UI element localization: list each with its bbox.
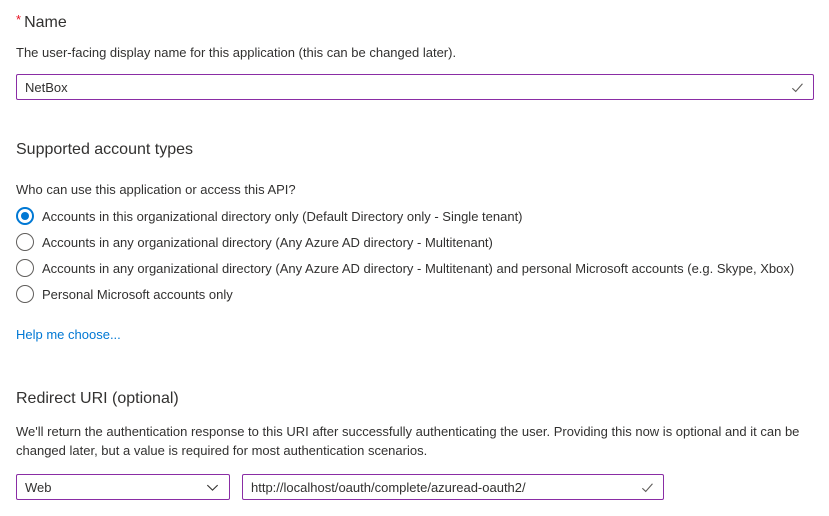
required-asterisk: * (16, 12, 22, 27)
account-types-radio-group (16, 203, 794, 307)
radio-multitenant-personal[interactable] (16, 255, 794, 281)
radio-button-icon (16, 285, 34, 303)
platform-select[interactable] (16, 474, 230, 500)
radio-multitenant[interactable] (16, 229, 794, 255)
radio-button-icon (16, 207, 34, 225)
account-types-section-title: Supported account types (16, 141, 194, 158)
platform-select-value: Web (25, 479, 52, 495)
check-icon (640, 480, 655, 495)
redirect-uri-description: We'll return the authentication response to this URI after successfully authenticating the user. Providing this now is optional and it can be changed later, but a value is required for most authentication scenarios. (16, 424, 800, 458)
radio-personal-only[interactable] (16, 281, 794, 307)
radio-label: Accounts in this organizational directory only (Default Directory only - Single tenant) (42, 208, 523, 224)
radio-label: Accounts in any organizational directory (Any Azure AD directory - Multitenant) (42, 234, 493, 250)
help-me-choose-link[interactable]: Help me choose... (16, 327, 121, 342)
chevron-down-icon (205, 480, 220, 495)
radio-button-icon (16, 233, 34, 251)
radio-label: Accounts in any organizational directory (Any Azure AD directory - Multitenant) and personal Microsoft accounts (e.g. Skype, Xbox) (42, 260, 795, 276)
name-input-container (16, 74, 814, 100)
radio-button-icon (16, 259, 34, 277)
name-input[interactable] (17, 75, 790, 99)
name-title-text: Name (24, 14, 67, 31)
redirect-uri-input[interactable] (243, 475, 640, 499)
name-description: The user-facing display name for this application (this can be changed later). (16, 45, 457, 60)
check-icon (790, 80, 805, 95)
redirect-uri-section-title: Redirect URI (optional) (16, 390, 179, 407)
account-types-question: Who can use this application or access this API? (16, 182, 296, 197)
name-section-title (16, 12, 67, 32)
radio-single-tenant[interactable] (16, 203, 794, 229)
radio-label: Personal Microsoft accounts only (42, 286, 233, 302)
redirect-uri-input-container (242, 474, 664, 500)
